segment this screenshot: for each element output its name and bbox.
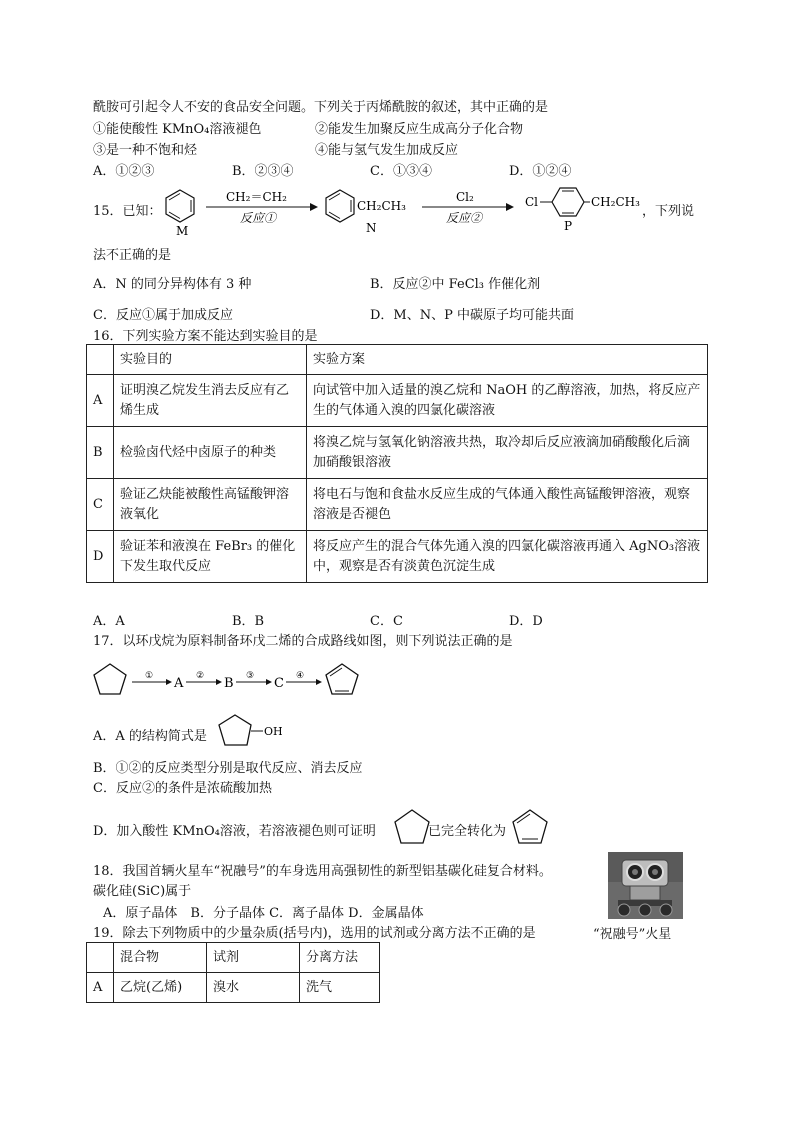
q14-intro: 酰胺可引起令人不安的食品安全问题。下列关于丙烯酰胺的叙述，其中正确的是 — [93, 100, 549, 115]
table-header-cell: 实验方案 — [307, 345, 708, 375]
q15-line2: 法不正确的是 — [93, 248, 172, 263]
q17-option-a — [93, 725, 207, 744]
row-plan: 将溴乙烷与氢氧化钠溶液共热，取冷却后反应液滴加硝酸酸化后滴加硝酸银溶液 — [307, 427, 708, 479]
label-p: P — [564, 219, 573, 233]
q14-statement-4: ④能与氢气发生加成反应 — [315, 143, 459, 158]
q15-reaction-scheme — [160, 180, 690, 240]
row-label: B — [87, 427, 114, 479]
q16-option-a: A．A — [93, 614, 125, 629]
table-row — [87, 973, 380, 1003]
q15-option-a: A．N 的同分异构体有 3 种 — [93, 277, 252, 292]
option-a-prefix: A． — [93, 729, 116, 744]
row-plan: 向试管中加入适量的溴乙烷和 NaOH 的乙醇溶液，加热，将反应产生的气体通入溴的四氯化碳溶液 — [307, 375, 708, 427]
oh-label: OH — [264, 725, 283, 738]
row-label: C — [87, 479, 114, 531]
q14-option-b: B．②③④ — [232, 164, 294, 179]
q18-image-caption: “祝融号”火星 — [593, 927, 672, 942]
intermediate-c: C — [274, 676, 284, 691]
q15-option-d: D．M、N、P 中碳原子均可能共面 — [370, 308, 574, 323]
row-mixture: 乙烷(乙烯) — [114, 973, 207, 1003]
q14-statement-3: ③是一种不饱和烃 — [93, 143, 198, 158]
row-label: A — [87, 375, 114, 427]
benzene-m-icon — [166, 190, 194, 222]
intermediate-b: B — [224, 676, 234, 691]
q19-title: 19．除去下列物质中的少量杂质(括号内)，选用的试剂或分离方法不正确的是 — [93, 926, 536, 941]
q15-option-b: B．反应②中 FeCl₃ 作催化剂 — [370, 277, 541, 292]
q17-synthesis-route — [90, 660, 370, 704]
table-header-cell: 混合物 — [114, 943, 207, 973]
table-row — [87, 375, 708, 427]
q19-table — [86, 942, 380, 1003]
q18-title: 18．我国首辆火星车“祝融号”的车身选用高强韧性的新型铝基碳化硅复合材料。 — [93, 864, 552, 879]
row-goal: 验证苯和液溴在 FeBr₃ 的催化下发生取代反应 — [114, 531, 307, 583]
q16-title: 16．下列实验方案不能达到实验目的是 — [93, 329, 318, 344]
step-label: ① — [145, 671, 154, 681]
row-reagent: 溴水 — [207, 973, 300, 1003]
p-chlorine: Cl — [525, 195, 539, 209]
cyclopentanol-icon — [217, 713, 297, 753]
benzene-p-icon — [552, 188, 584, 216]
q15-tail: ，下列说 — [642, 204, 695, 219]
cyclopentadiene-small-icon — [510, 808, 550, 848]
reagent-2: Cl₂ — [456, 190, 474, 204]
cyclopentadiene-icon — [326, 664, 358, 694]
q16-option-d: D．D — [509, 614, 543, 629]
q14-option-d: D．①②④ — [509, 164, 572, 179]
q15-prefix: 15．已知： — [93, 204, 162, 219]
row-goal: 证明溴乙烷发生消去反应有乙烯生成 — [114, 375, 307, 427]
q17-option-d-part1: D．加入酸性 KMnO₄溶液，若溶液褪色则可证明 — [93, 824, 376, 839]
row-method: 洗气 — [300, 973, 380, 1003]
cyclopentane-icon — [94, 664, 126, 694]
table-header-cell: 分离方法 — [300, 943, 380, 973]
table-row — [87, 479, 708, 531]
q14-statement-2: ②能发生加聚反应生成高分子化合物 — [315, 122, 524, 137]
table-header-cell — [87, 943, 114, 973]
step-label: ② — [196, 671, 205, 681]
q17-title: 17．以环戊烷为原料制备环戊二烯的合成路线如图，则下列说法正确的是 — [93, 634, 513, 649]
row-goal: 验证乙炔能被酸性高锰酸钾溶液氧化 — [114, 479, 307, 531]
table-header-row — [87, 943, 380, 973]
row-plan: 将反应产生的混合气体先通入溴的四氯化碳溶液再通入 AgNO₃溶液中，观察是否有淡黄色沉淀生成 — [307, 531, 708, 583]
p-substituent: CH₂CH₃ — [591, 195, 640, 209]
q14-statement-1: ①能使酸性 KMnO₄溶液褪色 — [93, 122, 262, 137]
intermediate-a: A — [174, 676, 184, 691]
benzene-n-icon — [326, 190, 354, 222]
step-label: ④ — [296, 671, 305, 681]
row-label: A — [87, 973, 114, 1003]
label-m: M — [176, 224, 189, 238]
label-n: N — [366, 221, 377, 235]
table-row — [87, 427, 708, 479]
q14-option-c: C．①③④ — [370, 164, 432, 179]
option-a-text: A 的结构简式是 — [115, 729, 207, 744]
q16-option-b: B．B — [232, 614, 265, 629]
cyclopentane-small-icon — [392, 808, 432, 848]
q18-options: A．原子晶体 B．分子晶体 C．离子晶体 D．金属晶体 — [103, 906, 424, 921]
row-label: D — [87, 531, 114, 583]
n-substituent: CH₂CH₃ — [357, 199, 406, 213]
q17-option-d-part2: 已完全转化为 — [428, 824, 507, 839]
q16-option-c: C．C — [370, 614, 403, 629]
condition-2: 反应② — [446, 211, 483, 225]
step-label: ③ — [246, 671, 255, 681]
table-header-row — [87, 345, 708, 375]
table-header-cell: 实验目的 — [114, 345, 307, 375]
condition-1: 反应① — [240, 211, 277, 225]
q18-line2: 碳化硅(SiC)属于 — [93, 884, 192, 899]
row-plan: 将电石与饱和食盐水反应生成的气体通入酸性高锰酸钾溶液，观察溶液是否褪色 — [307, 479, 708, 531]
q17-option-c: C．反应②的条件是浓硫酸加热 — [93, 781, 272, 796]
q17-option-b: B．①②的反应类型分别是取代反应、消去反应 — [93, 761, 363, 776]
table-header-cell — [87, 345, 114, 375]
zhurong-rover-photo — [608, 852, 683, 919]
table-row — [87, 531, 708, 583]
reagent-1: CH₂＝CH₂ — [226, 190, 287, 204]
row-goal: 检验卤代烃中卤原子的种类 — [114, 427, 307, 479]
table-header-cell: 试剂 — [207, 943, 300, 973]
q16-table — [86, 344, 708, 583]
q14-option-a: A．①②③ — [93, 164, 155, 179]
q15-option-c: C．反应①属于加成反应 — [93, 308, 233, 323]
